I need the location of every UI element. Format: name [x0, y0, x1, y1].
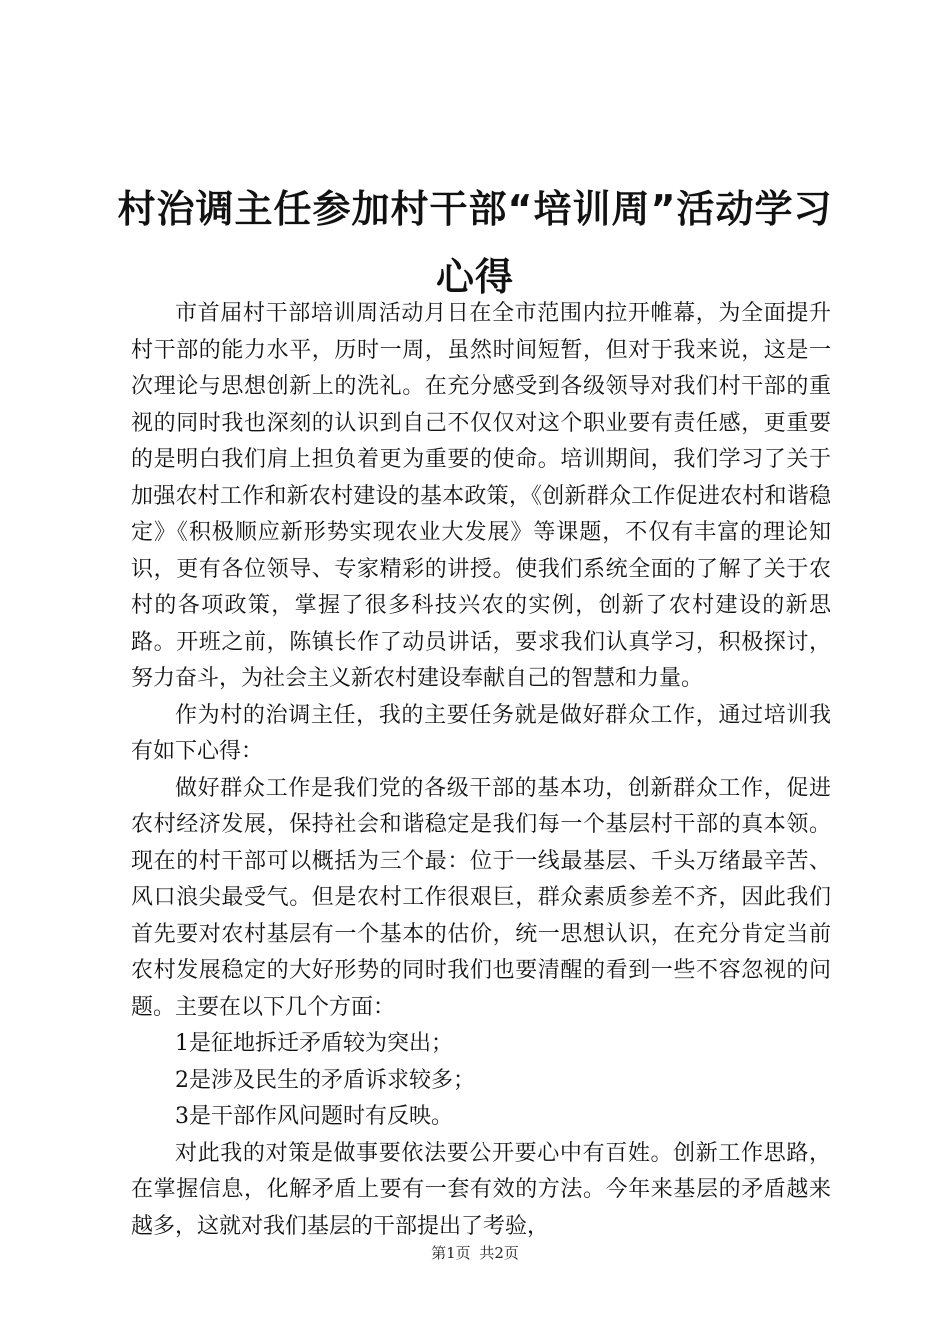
- page-number: 第1页: [431, 1244, 471, 1262]
- paragraph-mass-work: 做好群众工作是我们党的各级干部的基本功，创新群众工作，促进农村经济发展，保持社会和谐稳定是我们每一个基层村干部的真本领。现在的村干部可以概括为三个最：位于一线最基层、千头万绪最辛苦、风口浪尖最受气。但是农村工作很艰巨，群众素质参差不齐，因此我们首先要对农村基层有一个基本的估价，统一思想认识，在充分肯定当前农村发展稳定的大好形势的同时我们也要清醒的看到一些不容忽视的问题。主要在以下几个方面：: [131, 775, 831, 1020]
- document-title: 村治调主任参加村干部“培训周”活动学习心得: [117, 187, 833, 300]
- paragraph-intro: 市首届村干部培训周活动月日在全市范围内拉开帷幕，为全面提升村干部的能力水平，历时一周，虽然时间短暂，但对于我来说，这是一次理论与思想创新上的洗礼。在充分感受到各级领导对我们村干部的重视的同时我也深刻的认识到自己不仅仅对这个职业要有责任感，更重要的是明白我们肩上担负着更为重要的使命。培训期间，我们学习了关于加强农村工作和新农村建设的基本政策，《创新群众工作促进农村和谐稳定》《积极顺应新形势实现农业大发展》等课题，不仅有丰富的理论知识，更有各位领导、专家精彩的讲授。使我们系统全面的了解了关于农村的各项政策，掌握了很多科技兴农的实例，创新了农村建设的新思路。开班之前，陈镇长作了动员讲话，要求我们认真学习，积极探讨，努力奋斗，为社会主义新农村建设奉献自己的智慧和力量。: [131, 301, 831, 691]
- list-item-1: 1是征地拆迁矛盾较为突出；: [175, 1031, 453, 1056]
- page-total: 共2页: [479, 1244, 519, 1262]
- page-footer: [0, 1243, 950, 1263]
- paragraph-role: 作为村的治调主任，我的主要任务就是做好群众工作，通过培训我有如下心得：: [131, 702, 831, 764]
- document-body: [131, 296, 831, 1245]
- list-item-2: 2是涉及民生的矛盾诉求较多；: [175, 1067, 475, 1093]
- paragraph-countermeasures: 对此我的对策是做事要依法要公开要心中有百姓。创新工作思路，在掌握信息，化解矛盾上要有一套有效的方法。今年来基层的矛盾越来越多，这就对我们基层的干部提出了考验，: [131, 1140, 831, 1239]
- list-item-3: 3是干部作风问题时有反映。: [175, 1104, 453, 1129]
